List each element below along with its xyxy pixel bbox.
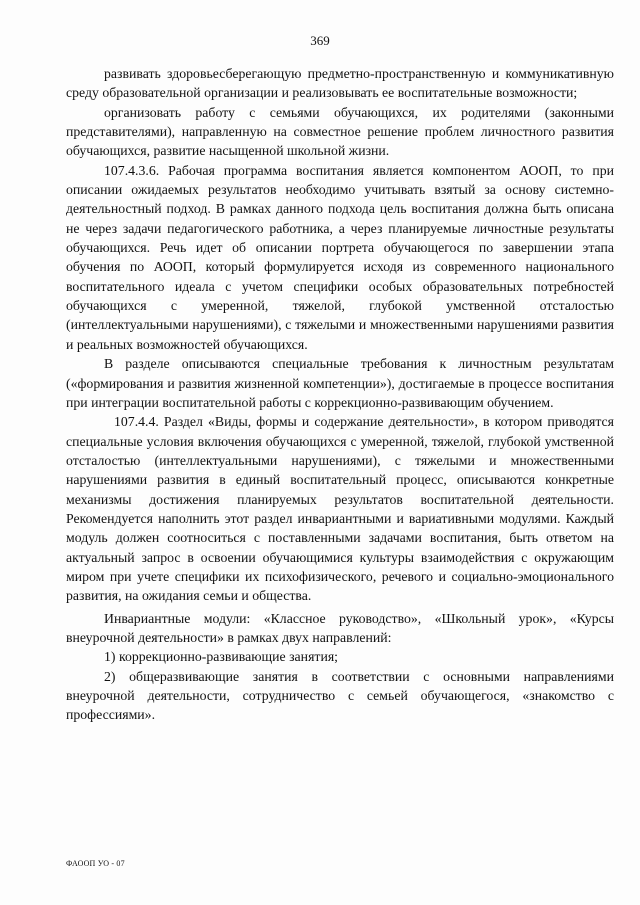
paragraph: 107.4.3.6. Рабочая программа воспитания является компонентом АООП, то при описании ожидаемых результатов необходимо учитывать взятый за основу системно-деятельностный подход. В рамках данного подхода цель воспитания должна быть описана не через задачи педагогического работника, а через планируемые личностные результаты обучающихся. Речь идет об описании портрета обучающегося по завершении этапа обучения по АООП, который формулируется исходя из современного национального воспитательного идеала с учетом специфики особых образовательных потребностей обучающихся с умеренной, тяжелой, глубокой умственной отсталостью (интеллектуальными нарушениями), с тяжелыми и множественными нарушениями развития и реальных возможностей обучающихся. [66, 162, 614, 352]
list-item: 2) общеразвивающие занятия в соответствии с основными направлениями внеурочной деятельности, сотрудничество с семьей обучающегося, «знакомство с профессиями». [66, 668, 614, 723]
list-item: 1) коррекционно-развивающие занятия; [104, 649, 339, 665]
paragraph: развивать здоровьесберегающую предметно-пространственную и коммуникативную среду образовательной организации и реализовывать ее воспитательные возможности; [66, 66, 614, 101]
paragraph: 107.4.4. Раздел «Виды, формы и содержание деятельности», в котором приводятся специальные условия включения обучающихся с умеренной, тяжелой, глубокой умственной отсталостью (интеллектуальными нарушениями), с тяжелыми и множественными нарушениями развития в единый воспитательный процесс, описываются конкретные механизмы достижения планируемых результатов воспитательной деятельности. Рекомендуется наполнить этот раздел инвариантными и вариативными модулями. Каждый модуль должен соотноситься с поставленными задачами воспитания, быть ответом на актуальный запрос в освоении обучающимися культуры взаимодействия с окружающим миром при учете специфики их психофизического, речевого и социально-эмоционального развития, на ожидания семьи и общества. [66, 414, 614, 604]
paragraph: организовать работу с семьями обучающихся, их родителями (законными представителями), направленную на совместное решение проблем личностного развития обучающихся, развитие насыщенной школьной жизни. [66, 104, 614, 159]
document-code-footer: ФАООП УО - 07 [66, 859, 125, 868]
body-text [66, 64, 614, 725]
paragraph: В разделе описываются специальные требования к личностным результатам («формирования и развития жизненной компетенции»), достигаемые в процессе воспитания при интеграции воспитательной работы с коррекционно-развивающим обучением. [66, 356, 614, 410]
paragraph: Инвариантные модули: «Классное руководство», «Школьный урок», «Курсы внеурочной деятельности» в рамках двух направлений: [66, 610, 614, 645]
page-number: 369 [310, 33, 330, 48]
